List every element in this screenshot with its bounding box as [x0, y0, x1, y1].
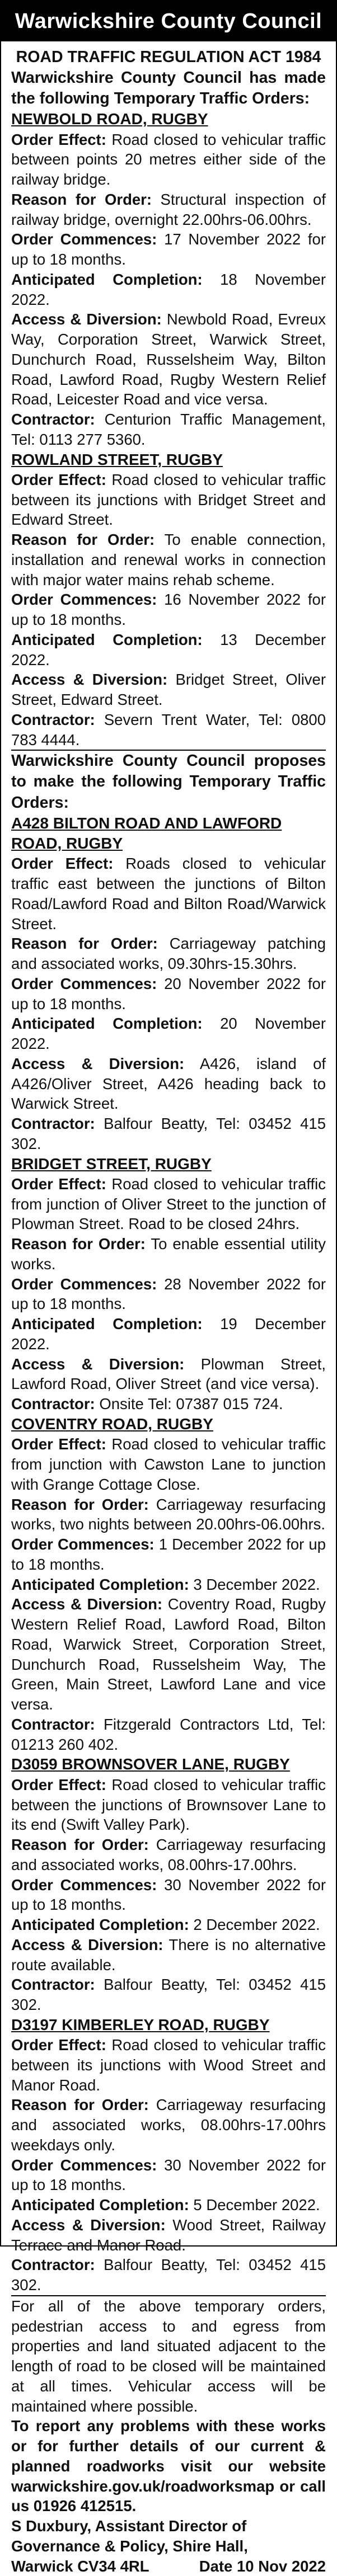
order-contractor-value: Balfour Beatty, Tel: 03452 415 302.: [11, 2256, 326, 2294]
order-reason: [11, 1835, 326, 1875]
order-reason-value: Carriageway resurfacing and associated works, 08.00hrs-17.00hrs weekdays only.: [11, 2096, 326, 2154]
order-access: [11, 1594, 326, 1715]
order-completion-value: 2 December 2022.: [193, 1916, 320, 1934]
order-effect-value: Road closed to vehicular traffic between its junctions with Bridget Street and Edward Street.: [11, 470, 326, 529]
intro-made: Warwickshire County Council has made the following Temporary Traffic Orders:: [11, 69, 326, 108]
order-completion: [11, 1314, 326, 1354]
order-contractor: [11, 1975, 326, 2015]
signatory-name: S Duxbury, Assistant Director of: [11, 2517, 247, 2535]
signatory-address: Warwick CV34 4RL: [11, 2557, 149, 2575]
order-completion: [11, 1575, 326, 1595]
order-effect-label: Order Effect:: [11, 855, 114, 873]
order-commences-label: Order Commences:: [11, 1536, 155, 1553]
order-reason-label: Reason for Order:: [11, 1235, 146, 1253]
order-effect-value: Roads closed to vehicular traffic east between the junctions of Bilton Road/Lawford Road and Bilton Road/Warwick Street.: [11, 855, 326, 933]
order-completion: [11, 1915, 326, 1935]
order-completion: [11, 2195, 326, 2215]
order-completion-label: Anticipated Completion:: [11, 1315, 203, 1333]
order-completion: [11, 630, 326, 670]
order-effect-label: Order Effect:: [11, 1435, 106, 1453]
order-effect: [11, 470, 326, 530]
order-reason-label: Reason for Order:: [11, 2096, 149, 2114]
order-completion-label: Anticipated Completion:: [11, 2196, 189, 2214]
order-commences-value: 1 December 2022 for up to 18 months.: [11, 1536, 326, 1573]
order-commences-value: 28 November 2022 for up to 18 months.: [11, 1275, 326, 1313]
order-commences: [11, 1875, 326, 1915]
order-contractor-value: Balfour Beatty, Tel: 03452 415 302.: [11, 1115, 326, 1152]
order-commences-label: Order Commences:: [11, 2156, 157, 2174]
order-access-label: Access & Diversion:: [11, 2216, 166, 2234]
order-contractor-label: Contractor:: [11, 1715, 95, 1733]
act-title: ROAD TRAFFIC REGULATION ACT 1984: [16, 48, 321, 66]
order-access-label: Access & Diversion:: [11, 671, 168, 689]
order-access-value: Wood Street, Railway Terrace and Manor Road.: [11, 2216, 326, 2254]
order-effect-label: Order Effect:: [11, 470, 106, 488]
order-commences: [11, 1534, 326, 1575]
order-effect-value: Road closed to vehicular traffic between the junctions of Brownsover Lane to its end (Swift Valley Park).: [11, 1776, 326, 1834]
order-effect: [11, 2035, 326, 2095]
order-reason-value: Carriageway patching and associated works, 09.30hrs-15.30hrs.: [11, 935, 326, 973]
order-commences-label: Order Commences:: [11, 974, 157, 992]
order-access-value: A426, island of A426/Oliver Street, A426 heading back to Warwick Street.: [11, 1054, 326, 1113]
order-contractor-value: Balfour Beatty, Tel: 03452 415 302.: [11, 1976, 326, 2014]
order-contractor-label: Contractor:: [11, 2256, 95, 2274]
order-commences: [11, 974, 326, 1014]
order-access-label: Access & Diversion:: [11, 1595, 163, 1613]
order-effect: [11, 854, 326, 934]
notice-date: Date 10 Nov 2022: [199, 2557, 326, 2575]
order-contractor-label: Contractor:: [11, 411, 95, 428]
order-heading: BRIDGET STREET, RUGBY: [11, 1155, 212, 1172]
order-effect: [11, 130, 326, 190]
order-access-value: Coventry Road, Rugby Western Relief Road, Lawford Road, Bilton Road, Warwick Street, Corporation Street, Dunchurch Road, Russelsheim Way, The Green, Main Street, Lawford Lane and vice versa.: [11, 1595, 326, 1713]
order-access-label: Access & Diversion:: [11, 1355, 185, 1373]
order-completion-label: Anticipated Completion:: [11, 1916, 189, 1934]
order-effect-value: Road closed to vehicular traffic between its junctions with Wood Street and Manor Road.: [11, 2036, 326, 2094]
order-reason-label: Reason for Order:: [11, 1836, 149, 1854]
signatory-office: Governance & Policy, Shire Hall,: [11, 2537, 248, 2555]
order-reason-label: Reason for Order:: [11, 1495, 149, 1513]
notice-body: [1, 41, 336, 2576]
order-access-value: There is no alternative route available.: [11, 1935, 326, 1974]
order-commences-label: Order Commences:: [11, 1876, 157, 1894]
order-effect-label: Order Effect:: [11, 2036, 106, 2054]
order-reason-label: Reason for Order:: [11, 935, 158, 953]
order-commences: [11, 1274, 326, 1315]
order-reason-value: Structural inspection of railway bridge, overnight 22.00hrs-06.00hrs.: [11, 190, 326, 228]
order-completion-label: Anticipated Completion:: [11, 270, 203, 288]
order-access-label: Access & Diversion:: [11, 1054, 185, 1072]
order-access-value: Plowman Street, Lawford Road, Oliver Street (and vice versa).: [11, 1355, 326, 1393]
order-access-value: Bridget Street, Oliver Street, Edward Street.: [11, 671, 326, 709]
order-effect-label: Order Effect:: [11, 130, 106, 148]
order-reason: [11, 1234, 326, 1274]
order-contractor: [11, 409, 326, 450]
order-effect-label: Order Effect:: [11, 1776, 106, 1793]
order-access: [11, 670, 326, 710]
order-commences: [11, 2155, 326, 2196]
signatory-address-row: [11, 2556, 326, 2576]
order-contractor-label: Contractor:: [11, 1976, 95, 1994]
order-reason: [11, 2095, 326, 2155]
order-contractor-label: Contractor:: [11, 1395, 95, 1413]
order-commences-label: Order Commences:: [11, 230, 157, 248]
order-access-label: Access & Diversion:: [11, 310, 162, 328]
order-contractor: [11, 2255, 326, 2295]
order-contractor: [11, 1394, 326, 1414]
order-commences-value: 30 November 2022 for up to 18 months.: [11, 1876, 326, 1914]
order-effect: [11, 1434, 326, 1494]
order-access: [11, 1354, 326, 1395]
order-contractor-label: Contractor:: [11, 1115, 95, 1133]
order-heading: ROWLAND STREET, RUGBY: [11, 450, 223, 468]
order-commences: [11, 229, 326, 270]
order-reason-value: To enable essential utility works.: [11, 1235, 326, 1273]
order-completion-value: 18 November 2022.: [11, 270, 326, 308]
order-contractor-value: Fitzgerald Contractors Ltd, Tel: 01213 260 402.: [11, 1715, 326, 1753]
order-access: [11, 2215, 326, 2255]
order-effect-value: Road closed to vehicular traffic between points 20 metres either side of the railway bridge.: [11, 130, 326, 189]
order-reason-label: Reason for Order:: [11, 190, 152, 208]
order-heading: COVENTRY ROAD, RUGBY: [11, 1415, 213, 1433]
order-contractor: [11, 710, 326, 750]
order-access: [11, 1054, 326, 1114]
report-problems-note: To report any problems with these works or for further details of our current & planned roadworks visit our website warwickshire.gov.uk/roadworksmap or call us 01926 412515.: [11, 2417, 326, 2515]
order-commences-value: 16 November 2022 for up to 18 months.: [11, 591, 326, 629]
order-contractor: [11, 1715, 326, 1755]
order-reason: [11, 190, 326, 230]
order-access-label: Access & Diversion:: [11, 1935, 163, 1953]
order-reason-value: Carriageway resurfacing and associated works, 08.00hrs-17.00hrs.: [11, 1836, 326, 1873]
order-heading: A428 BILTON ROAD AND LAWFORD ROAD, RUGBY: [11, 814, 282, 852]
order-completion-label: Anticipated Completion:: [11, 1575, 189, 1593]
order-completion-value: 19 December 2022.: [11, 1315, 326, 1353]
order-commences: [11, 590, 326, 630]
order-contractor-value: Severn Trent Water, Tel: 0800 783 4444.: [11, 710, 326, 748]
order-completion-label: Anticipated Completion:: [11, 1015, 203, 1033]
order-effect-label: Order Effect:: [11, 1175, 106, 1193]
order-effect-value: Road closed to vehicular traffic from junction with Cawston Lane to junction with Grange Cottage Close.: [11, 1435, 326, 1493]
order-commences-value: 20 November 2022 for up to 18 months.: [11, 974, 326, 1012]
order-reason-value: To enable connection, installation and renewal works in connection with major water mains rehab scheme.: [11, 531, 326, 588]
order-completion-value: 3 December 2022.: [193, 1575, 320, 1593]
order-commences-label: Order Commences:: [11, 1275, 157, 1293]
order-heading: NEWBOLD ROAD, RUGBY: [11, 110, 208, 128]
order-reason-label: Reason for Order:: [11, 531, 155, 549]
order-contractor-value: Centurion Traffic Management, Tel: 0113 277 5360.: [11, 411, 326, 448]
council-masthead: Warwickshire County Council: [1, 1, 336, 41]
order-reason: [11, 530, 326, 590]
order-access: [11, 309, 326, 409]
order-reason: [11, 1495, 326, 1535]
order-effect: [11, 1775, 326, 1835]
order-completion-value: 13 December 2022.: [11, 630, 326, 668]
order-access-value: Newbold Road, Evreux Way, Corporation Street, Warwick Street, Dunchurch Road, Russelsheim Way, Bilton Road, Lawford Road, Rugby Western Relief Road, Leicester Road and vice versa.: [11, 310, 326, 408]
order-heading: D3059 BROWNSOVER LANE, RUGBY: [11, 1755, 290, 1773]
access-note: For all of the above temporary orders, pedestrian access to and egress from properties and land situated adjacent to the length of road to be closed will be maintained at all times. Vehicular access will be maintained where possible.: [11, 2297, 326, 2415]
order-commences-value: 30 November 2022 for up to 18 months.: [11, 2156, 326, 2194]
order-reason-value: Carriageway resurfacing works, two nights between 20.00hrs-06.00hrs.: [11, 1495, 326, 1533]
order-contractor-value: Onsite Tel: 07387 015 724.: [99, 1395, 283, 1413]
order-commences-label: Order Commences:: [11, 591, 157, 609]
order-contractor-label: Contractor:: [11, 710, 95, 728]
order-completion-value: 5 December 2022.: [193, 2196, 320, 2214]
intro-proposes: Warwickshire County Council proposes to make the following Temporary Traffic Orders:: [11, 752, 326, 812]
order-contractor: [11, 1114, 326, 1154]
order-effect-value: Road closed to vehicular traffic from junction of Oliver Street to the junction of Plowman Street. Road to be closed 24hrs.: [11, 1175, 326, 1233]
order-completion: [11, 270, 326, 310]
order-completion-label: Anticipated Completion:: [11, 630, 203, 648]
order-completion: [11, 1014, 326, 1054]
order-access: [11, 1935, 326, 1975]
order-effect: [11, 1174, 326, 1234]
order-commences-value: 17 November 2022 for up to 18 months.: [11, 230, 326, 269]
order-heading: D3197 KIMBERLEY ROAD, RUGBY: [11, 2015, 270, 2033]
order-completion-value: 20 November 2022.: [11, 1015, 326, 1053]
order-reason: [11, 934, 326, 974]
